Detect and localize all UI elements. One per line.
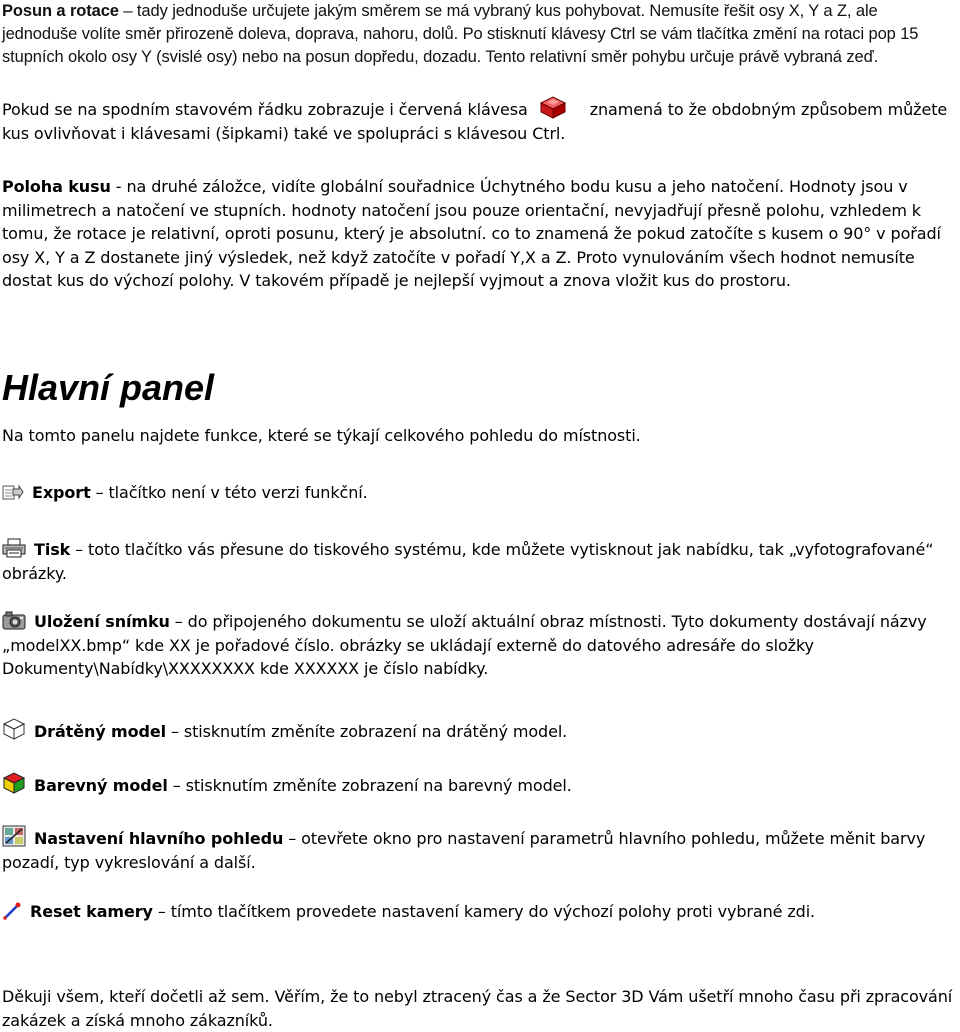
position-text: - na druhé záložce, vidíte globální souřadnice Úchytného bodu kusu a jeho natočení. Hodnoty jsou v milimetrech a natočení ve stupních. hodnoty natočení jsou pouze orientační, nevyjadřují přesně polohu, vzhledem k tomu, že rotace je relativní, oproti posunu, který je absolutní. co to znamená že pokud zatočíte s kusem o 90° v pořadí osy X, Y a Z dostanete jiný výsledek, než když zatočíte v pořadí Y,X a Z. Proto vynulováním všech hodnot nemusíte dostat kus do výchozí polohy. V takovém případě je nejlepší vyjmout a znova vložit kus do prostoru. (2, 177, 941, 290)
color-model-item (2, 772, 957, 798)
wireframe-cube-icon[interactable] (2, 718, 26, 740)
closing-paragraph: Děkuji všem, kteří dočetli až sem. Věřím, že to nebyl ztracený čas a že Sector 3D Vám ušetří mnoho času při zpracování zakázek a získá mnoho zákazníků. (2, 987, 953, 1030)
position-paragraph (2, 175, 957, 293)
reset-camera-term: Reset kamery (30, 902, 153, 921)
red-key-text-before: Pokud se na spodním stavovém řádku zobrazuje i červená klávesa (2, 100, 528, 119)
color-model-term: Barevný model (34, 776, 168, 795)
main-panel-heading: Hlavní panel (2, 367, 215, 408)
print-item (2, 538, 957, 585)
view-settings-item (2, 825, 957, 874)
reset-camera-icon[interactable] (2, 902, 22, 920)
position-term: Poloha kusu (2, 177, 111, 196)
red-key-icon (538, 95, 568, 119)
snapshot-item (2, 610, 957, 681)
main-panel-intro: Na tomto panelu najdete funkce, které se týkají celkového pohledu do místnosti. (2, 426, 641, 445)
color-cube-icon[interactable] (2, 772, 26, 794)
print-term: Tisk (34, 540, 71, 559)
print-text: – toto tlačítko vás přesune do tiskového systému, kde můžete vytisknout jak nabídku, tak „vyfotografované“ obrázky. (2, 540, 934, 583)
move-rotate-term: Posun a rotace (2, 2, 119, 20)
view-settings-term: Nastavení hlavního pohledu (34, 829, 284, 848)
view-settings-text: – otevřete okno pro nastavení parametrů hlavního pohledu, můžete měnit barvy pozadí, typ vykreslování a další. (2, 829, 926, 872)
color-model-text: – stisknutím změníte zobrazení na barevný model. (167, 776, 572, 795)
view-settings-icon[interactable] (2, 825, 26, 847)
move-rotate-text: – tady jednoduše určujete jakým směrem se má vybraný kus pohybovat. Nemusíte řešit osy X, Y a Z, ale jednoduše volíte směr přirozeně doleva, doprava, nahoru, dolů. Po stisknutí klávesy Ctrl se vám tlačítka změní na rotaci pop 15 stupních okolo osy Y (svislé osy) nebo na posun dopředu, dozadu. Tento relativní směr pohybu určuje právě vybraná zeď. (2, 2, 919, 66)
red-key-paragraph (2, 95, 957, 145)
move-rotate-paragraph (2, 0, 957, 69)
export-term: Export (32, 483, 91, 502)
export-text: – tlačítko není v této verzi funkční. (90, 483, 368, 502)
snapshot-text: – do připojeného dokumentu se uloží aktuální obraz místnosti. Tyto dokumenty dostávají názvy „modelXX.bmp“ kde XX je pořadové číslo. obrázky se ukládají externě do datového adresáře do složky Dokumenty\Nabídky\XXXXXXXX kde XXXXXX je číslo nabídky. (2, 612, 927, 678)
snapshot-term: Uložení snímku (34, 612, 170, 631)
camera-icon[interactable] (2, 610, 26, 630)
red-key-text-after: znamená to že obdobným způsobem můžete kus ovlivňovat i klávesami (šipkami) také ve spolupráci s klávesou Ctrl. (2, 100, 948, 143)
export-icon[interactable] (2, 483, 24, 501)
wireframe-text: – stisknutím změníte zobrazení na drátěný model. (166, 722, 568, 741)
wireframe-term: Drátěný model (34, 722, 167, 741)
export-item (2, 481, 957, 505)
reset-camera-item (2, 900, 957, 924)
print-icon[interactable] (2, 538, 26, 558)
reset-camera-text: – tímto tlačítkem provedete nastavení kamery do výchozí polohy proti vybrané zdi. (152, 902, 816, 921)
wireframe-item (2, 718, 957, 744)
